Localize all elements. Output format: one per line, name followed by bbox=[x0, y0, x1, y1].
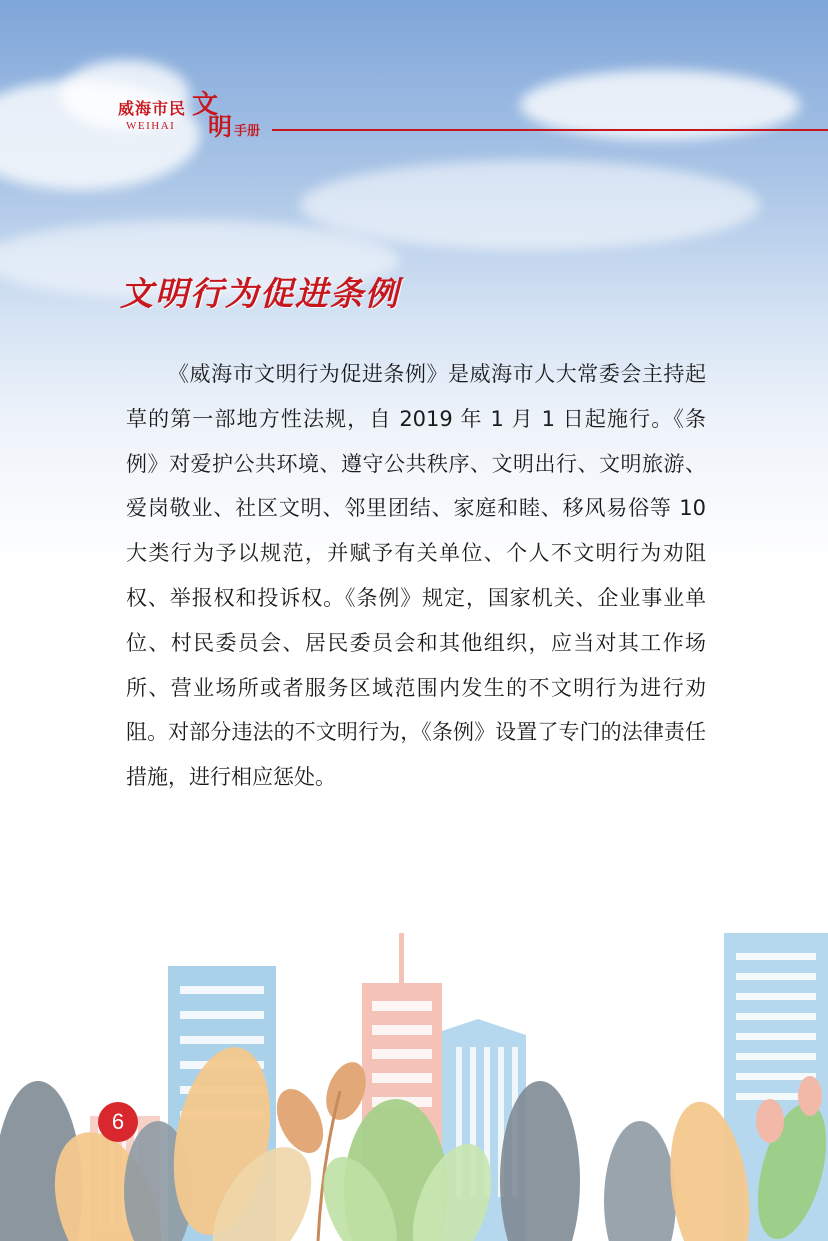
cloud bbox=[300, 160, 760, 250]
brand-english: WEIHAI bbox=[126, 120, 176, 132]
brand-title: 威海市民 bbox=[118, 99, 187, 118]
header-rule bbox=[272, 129, 828, 131]
page-number-badge: 6 bbox=[98, 1102, 138, 1142]
brand-title-suffix: 手册 bbox=[234, 124, 261, 139]
page-title: 文明行为促进条例 bbox=[120, 274, 400, 313]
brand-title-big-char: 明 bbox=[208, 112, 232, 141]
body-paragraph: 《威海市文明行为促进条例》是威海市人大常委会主持起草的第一部地方性法规，自 2019 年 1 月 1 日起施行。《条例》对爱护公共环境、遵守公共秩序、文明出行、文明旅游、爱岗敬业、社区文明、邻里团结、家庭和睦、移风易俗等 10 大类行为予以规范，并赋予有关单位、个人不文明行为劝阻权、举报权和投诉权。《条例》规定，国家机关、企业事业单位、村民委员会、居民委员会和其他组织，应当对其工作场所、营业场所或者服务区域范围内发生的不文明行为进行劝阻。对部分违法的不文明行为，《条例》设置了专门的法律责任措施，进行相应惩处。 bbox=[126, 362, 706, 790]
city-skyline-illustration bbox=[0, 911, 828, 1241]
brand-title-big-char: 文 bbox=[192, 90, 219, 120]
